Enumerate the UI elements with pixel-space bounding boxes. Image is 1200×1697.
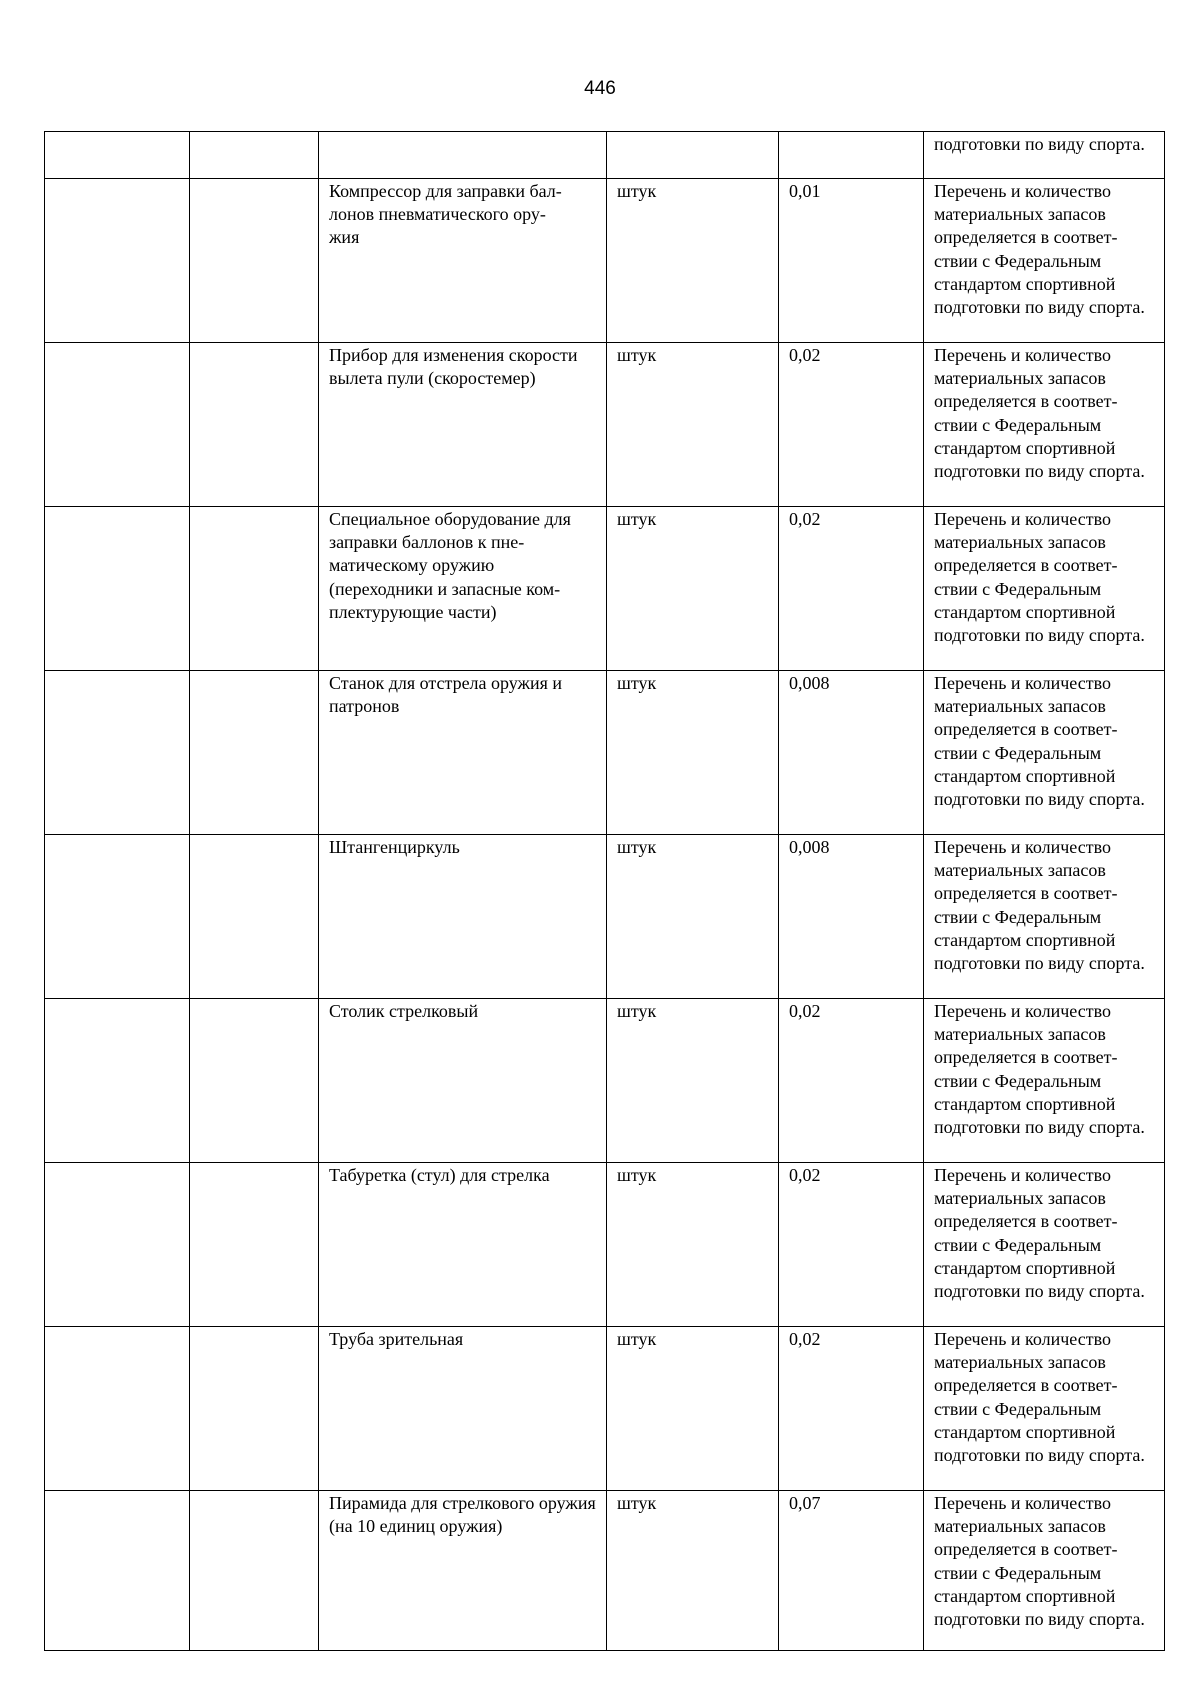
table-row bbox=[45, 343, 1165, 507]
item-name: Прибор для изменения скорости вылета пули (скоростемер) bbox=[319, 343, 607, 507]
col1-cell bbox=[45, 132, 190, 179]
item-quantity: 0,02 bbox=[779, 1327, 924, 1491]
item-quantity: 0,02 bbox=[779, 1163, 924, 1327]
item-name: Штангенциркуль bbox=[319, 835, 607, 999]
item-quantity: 0,02 bbox=[779, 343, 924, 507]
col1-cell bbox=[45, 179, 190, 343]
item-name: Станок для отстрела оружия и патронов bbox=[319, 671, 607, 835]
table-row bbox=[45, 507, 1165, 671]
item-note: Перечень и количество материальных запасов определяется в соответ- ствии с Федеральным стандартом спортивной подготовки по виду спорта. bbox=[924, 1163, 1165, 1327]
col1-cell bbox=[45, 1163, 190, 1327]
col2-cell bbox=[190, 1163, 319, 1327]
unit-cell bbox=[607, 132, 779, 179]
item-note: Перечень и количество материальных запасов определяется в соответ- ствии с Федеральным стандартом спортивной подготовки по виду спорта. bbox=[924, 507, 1165, 671]
item-note: Перечень и количество материальных запасов определяется в соответ- ствии с Федеральным стандартом спортивной подготовки по виду спорта. bbox=[924, 999, 1165, 1163]
col2-cell bbox=[190, 132, 319, 179]
col1-cell bbox=[45, 1491, 190, 1651]
item-quantity: 0,07 bbox=[779, 1491, 924, 1651]
item-name: Табуретка (стул) для стрелка bbox=[319, 1163, 607, 1327]
col2-cell bbox=[190, 179, 319, 343]
item-quantity: 0,02 bbox=[779, 999, 924, 1163]
page-number: 446 bbox=[584, 78, 616, 99]
item-name: Компрессор для заправки бал- лонов пневматического ору- жия bbox=[319, 179, 607, 343]
table-row bbox=[45, 179, 1165, 343]
item-unit: штук bbox=[607, 1327, 779, 1491]
continuation-row bbox=[45, 132, 1165, 179]
item-unit: штук bbox=[607, 343, 779, 507]
item-note: Перечень и количество материальных запасов определяется в соответ- ствии с Федеральным стандартом спортивной подготовки по виду спорта. bbox=[924, 343, 1165, 507]
item-quantity: 0,02 bbox=[779, 507, 924, 671]
item-unit: штук bbox=[607, 999, 779, 1163]
item-quantity: 0,008 bbox=[779, 835, 924, 999]
col1-cell bbox=[45, 999, 190, 1163]
item-note: Перечень и количество материальных запасов определяется в соответ- ствии с Федеральным стандартом спортивной подготовки по виду спорта. bbox=[924, 1327, 1165, 1491]
col2-cell bbox=[190, 835, 319, 999]
item-name: Труба зрительная bbox=[319, 1327, 607, 1491]
qty-cell bbox=[779, 132, 924, 179]
table-row bbox=[45, 835, 1165, 999]
item-unit: штук bbox=[607, 507, 779, 671]
item-note: Перечень и количество материальных запасов определяется в соответ- ствии с Федеральным стандартом спортивной подготовки по виду спорта. bbox=[924, 671, 1165, 835]
col1-cell bbox=[45, 671, 190, 835]
col2-cell bbox=[190, 999, 319, 1163]
item-unit: штук bbox=[607, 671, 779, 835]
col1-cell bbox=[45, 1327, 190, 1491]
item-name: Специальное оборудование для заправки баллонов к пне- матическому оружию (переходники и запасные ком- плектурующие части) bbox=[319, 507, 607, 671]
col1-cell bbox=[45, 835, 190, 999]
item-note: Перечень и количество материальных запасов определяется в соответ- ствии с Федеральным стандартом спортивной подготовки по виду спорта. bbox=[924, 179, 1165, 343]
col2-cell bbox=[190, 507, 319, 671]
equipment-table bbox=[44, 131, 1165, 1651]
item-note: Перечень и количество материальных запасов определяется в соответ- ствии с Федеральным стандартом спортивной подготовки по виду спорта. bbox=[924, 1491, 1165, 1651]
col2-cell bbox=[190, 1327, 319, 1491]
item-quantity: 0,008 bbox=[779, 671, 924, 835]
table-row bbox=[45, 1327, 1165, 1491]
name-cell bbox=[319, 132, 607, 179]
item-name: Пирамида для стрелкового оружия (на 10 единиц оружия) bbox=[319, 1491, 607, 1651]
note-cell: подготовки по виду спорта. bbox=[924, 132, 1165, 179]
col2-cell bbox=[190, 343, 319, 507]
table-row bbox=[45, 671, 1165, 835]
item-unit: штук bbox=[607, 835, 779, 999]
col2-cell bbox=[190, 671, 319, 835]
col2-cell bbox=[190, 1491, 319, 1651]
table-row bbox=[45, 999, 1165, 1163]
col1-cell bbox=[45, 343, 190, 507]
item-note: Перечень и количество материальных запасов определяется в соответ- ствии с Федеральным стандартом спортивной подготовки по виду спорта. bbox=[924, 835, 1165, 999]
table-row bbox=[45, 1491, 1165, 1651]
item-quantity: 0,01 bbox=[779, 179, 924, 343]
col1-cell bbox=[45, 507, 190, 671]
item-name: Столик стрелковый bbox=[319, 999, 607, 1163]
table-row bbox=[45, 1163, 1165, 1327]
item-unit: штук bbox=[607, 1163, 779, 1327]
item-unit: штук bbox=[607, 179, 779, 343]
item-unit: штук bbox=[607, 1491, 779, 1651]
